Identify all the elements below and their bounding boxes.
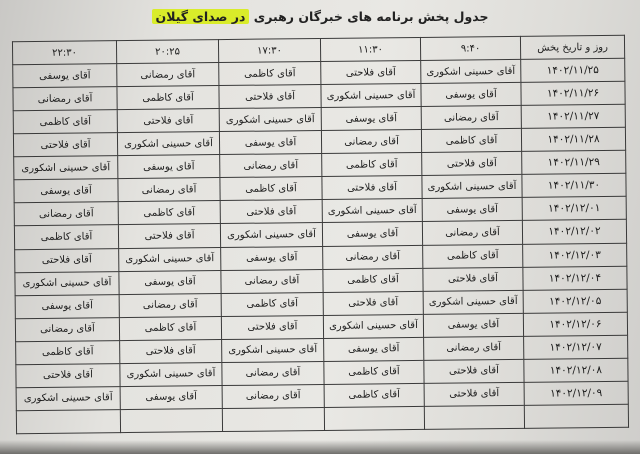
speaker-cell: آقای یوسفی	[14, 179, 118, 203]
date-cell: ۱۴۰۲/۱۱/۲۶	[521, 81, 625, 105]
speaker-cell: آقای رمضانی	[222, 384, 324, 408]
speaker-cell: آقای فلاحتی	[220, 200, 322, 224]
speaker-cell: آقای کاظمی	[13, 110, 117, 134]
speaker-cell: آقای حسینی اشکوری	[16, 386, 120, 410]
speaker-cell: آقای فلاحتی	[120, 339, 222, 363]
speaker-cell: آقای فلاحتی	[422, 152, 522, 176]
speaker-cell: آقای یوسفی	[13, 64, 117, 88]
date-cell: ۱۴۰۲/۱۱/۲۹	[522, 151, 626, 175]
speaker-cell: آقای کاظمی	[322, 153, 422, 177]
speaker-cell: آقای حسینی اشکوری	[220, 223, 322, 247]
speaker-cell: آقای فلاحتی	[118, 224, 220, 248]
speaker-cell	[324, 406, 424, 430]
speaker-cell: آقای حسینی اشکوری	[119, 247, 221, 271]
speaker-cell: آقای کاظمی	[421, 129, 521, 153]
speaker-cell: آقای کاظمی	[16, 340, 120, 364]
date-cell	[524, 404, 628, 428]
speaker-cell: آقای یوسفی	[118, 155, 220, 179]
speaker-cell: آقای کاظمی	[324, 383, 424, 407]
header-time-2230: ۲۲:۳۰	[12, 41, 116, 65]
speaker-cell: آقای یوسفی	[120, 385, 222, 409]
date-cell: ۱۴۰۲/۱۱/۲۵	[521, 58, 625, 82]
speaker-cell: آقای فلاحتی	[322, 176, 422, 200]
schedule-table	[12, 35, 629, 434]
speaker-cell: آقای رمضانی	[14, 202, 118, 226]
speaker-cell: آقای کاظمی	[117, 86, 219, 110]
date-cell: ۱۴۰۲/۱۲/۰۲	[522, 220, 626, 244]
date-cell: ۱۴۰۲/۱۲/۰۹	[524, 381, 628, 405]
speaker-cell: آقای رمضانی	[118, 178, 220, 202]
date-cell: ۱۴۰۲/۱۱/۳۰	[522, 174, 626, 198]
speaker-cell: آقای رمضانی	[15, 317, 119, 341]
speaker-cell: آقای یوسفی	[119, 270, 221, 294]
title-main: جدول پخش برنامه های خبرگان رهبری	[253, 9, 489, 24]
speaker-cell: آقای یوسفی	[423, 313, 523, 337]
speaker-cell: آقای یوسفی	[421, 82, 521, 106]
speaker-cell: آقای رمضانی	[424, 336, 524, 360]
speaker-cell	[16, 410, 120, 434]
speaker-cell: آقای رمضانی	[13, 87, 117, 111]
speaker-cell: آقای حسینی اشکوری	[422, 175, 522, 199]
speaker-cell: آقای فلاحتی	[117, 109, 219, 133]
header-time-2025: ۲۰:۲۵	[116, 40, 218, 64]
speaker-cell: آقای فلاحتی	[219, 85, 321, 109]
speaker-cell: آقای فلاحتی	[16, 363, 120, 387]
speaker-cell: آقای حسینی اشکوری	[222, 338, 324, 362]
date-cell: ۱۴۰۲/۱۲/۰۳	[523, 243, 627, 267]
speaker-cell: آقای یوسفی	[322, 222, 422, 246]
header-time-1130: ۱۱:۳۰	[320, 37, 420, 61]
speaker-cell: آقای فلاحتی	[13, 133, 117, 157]
header-time-1730: ۱۷:۳۰	[218, 38, 320, 62]
speaker-cell	[222, 407, 324, 431]
speaker-cell: آقای حسینی اشکوری	[15, 271, 119, 295]
speaker-cell: آقای رمضانی	[220, 154, 322, 178]
speaker-cell: آقای فلاحتی	[221, 315, 323, 339]
date-cell: ۱۴۰۲/۱۲/۰۶	[523, 312, 627, 336]
bottom-shadow	[0, 440, 640, 454]
speaker-cell: آقای حسینی اشکوری	[322, 199, 422, 223]
speaker-cell: آقای کاظمی	[423, 244, 523, 268]
date-cell: ۱۴۰۲/۱۲/۰۱	[522, 197, 626, 221]
speaker-cell: آقای رمضانی	[421, 106, 521, 130]
speaker-cell: آقای فلاحتی	[321, 60, 421, 84]
date-cell: ۱۴۰۲/۱۲/۰۴	[523, 266, 627, 290]
speaker-cell: آقای کاظمی	[220, 177, 322, 201]
speaker-cell: آقای یوسفی	[15, 294, 119, 318]
speaker-cell: آقای فلاحتی	[15, 248, 119, 272]
speaker-cell: آقای کاظمی	[119, 316, 221, 340]
date-cell: ۱۴۰۲/۱۲/۰۷	[524, 335, 628, 359]
speaker-cell: آقای کاظمی	[221, 292, 323, 316]
speaker-cell: آقای یوسفی	[422, 198, 522, 222]
speaker-cell: آقای رمضانی	[119, 293, 221, 317]
speaker-cell: آقای یوسفی	[221, 246, 323, 270]
table-body	[13, 58, 629, 433]
speaker-cell: آقای حسینی اشکوری	[423, 290, 523, 314]
speaker-cell: آقای کاظمی	[118, 201, 220, 225]
speaker-cell: آقای رمضانی	[321, 130, 421, 154]
date-cell: ۱۴۰۲/۱۲/۰۸	[524, 358, 628, 382]
speaker-cell: آقای رمضانی	[422, 221, 522, 245]
speaker-cell: آقای رمضانی	[221, 269, 323, 293]
speaker-cell: آقای فلاحتی	[423, 267, 523, 291]
speaker-cell: آقای کاظمی	[324, 360, 424, 384]
speaker-cell: آقای کاظمی	[323, 268, 423, 292]
speaker-cell: آقای رمضانی	[222, 361, 324, 385]
speaker-cell: آقای رمضانی	[323, 245, 423, 269]
speaker-cell: آقای رمضانی	[117, 63, 219, 87]
speaker-cell: آقای حسینی اشکوری	[14, 156, 118, 180]
date-cell: ۱۴۰۲/۱۱/۲۷	[521, 104, 625, 128]
speaker-cell: آقای فلاحتی	[424, 359, 524, 383]
speaker-cell: آقای حسینی اشکوری	[219, 108, 321, 132]
document-title	[0, 9, 640, 24]
speaker-cell: آقای کاظمی	[14, 225, 118, 249]
speaker-cell	[120, 408, 222, 432]
speaker-cell: آقای یوسفی	[219, 131, 321, 155]
title-highlight: در صدای گیلان	[152, 9, 250, 24]
date-cell: ۱۴۰۲/۱۲/۰۵	[523, 289, 627, 313]
speaker-cell: آقای حسینی اشکوری	[321, 84, 421, 108]
speaker-cell	[424, 405, 524, 429]
speaker-cell: آقای حسینی اشکوری	[421, 59, 521, 83]
header-date: روز و تاریخ پخش	[520, 35, 624, 59]
speaker-cell: آقای حسینی اشکوری	[117, 132, 219, 156]
speaker-cell: آقای حسینی اشکوری	[323, 314, 423, 338]
speaker-cell: آقای یوسفی	[321, 107, 421, 131]
speaker-cell: آقای فلاحتی	[424, 382, 524, 406]
header-time-0940: ۹:۴۰	[420, 36, 520, 60]
speaker-cell: آقای یوسفی	[324, 337, 424, 361]
speaker-cell: آقای حسینی اشکوری	[120, 362, 222, 386]
speaker-cell: آقای کاظمی	[219, 61, 321, 85]
speaker-cell: آقای فلاحتی	[323, 291, 423, 315]
date-cell: ۱۴۰۲/۱۱/۲۸	[521, 127, 625, 151]
